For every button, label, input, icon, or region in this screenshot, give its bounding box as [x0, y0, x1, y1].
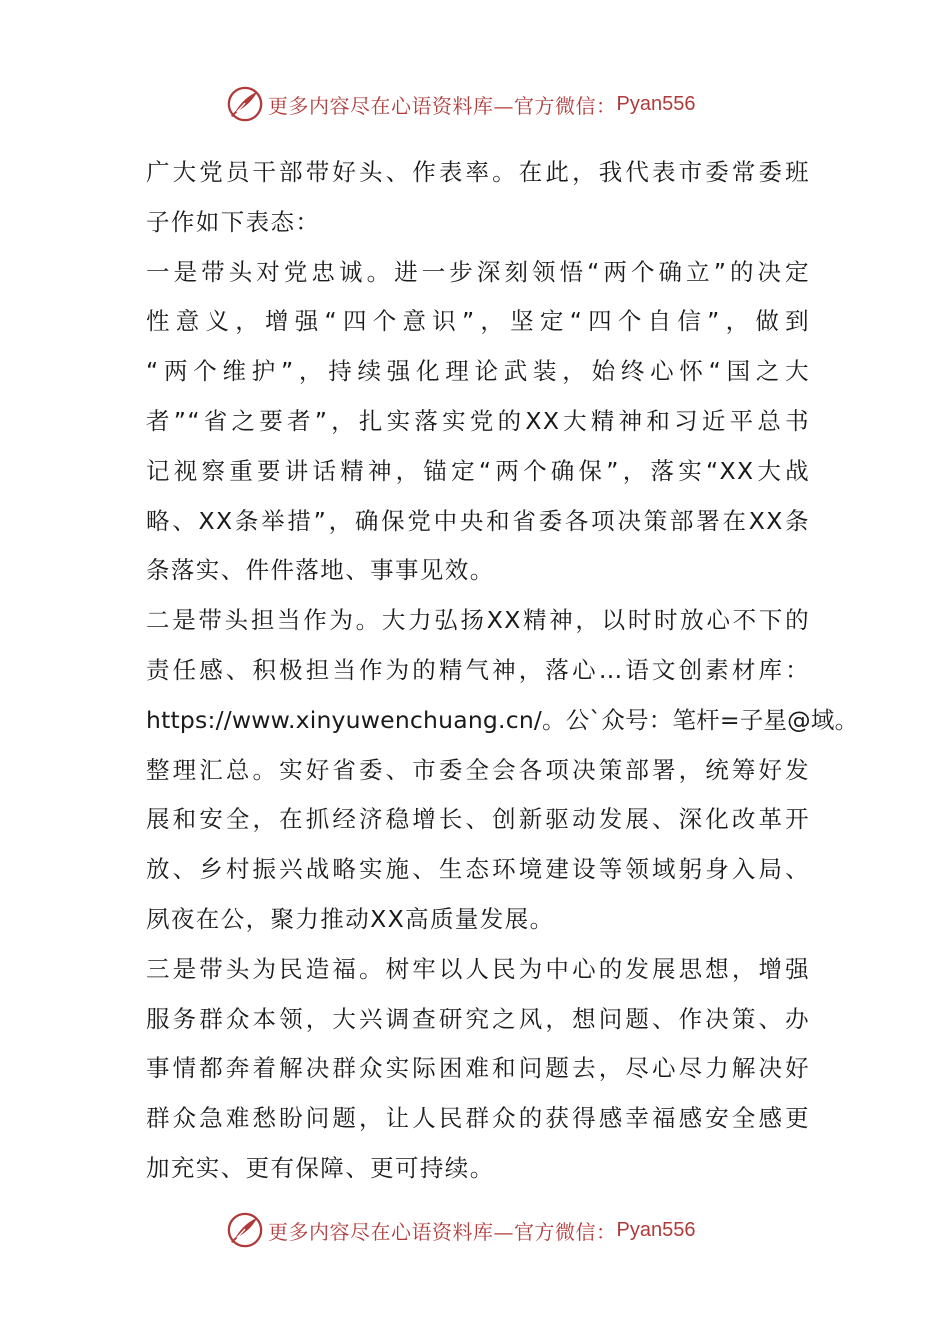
- text-line: 广大党员干部带好头、作表率。在此，我代表市委常委班: [146, 158, 810, 186]
- text-line: 服务群众本领，大兴调查研究之风，想问题、作决策、办: [146, 1004, 810, 1033]
- banner-text: 更多内容尽在心语资料库—官方微信：: [268, 1219, 617, 1244]
- wechat-id: Pyan556: [616, 92, 696, 115]
- quill-logo-icon: [226, 85, 264, 123]
- text-line: 展和安全，在抓经济稳增长、创新驱动发展、深化改革开: [146, 805, 810, 834]
- url-text-line: https://www.xinyuwenchuang.cn/。公`众号：笔杆=子星@域。: [146, 705, 859, 734]
- text-line: 一是带头对党忠诚。进一步深刻领悟“两个确立”的决定: [146, 257, 810, 286]
- header-watermark-banner: [226, 84, 746, 124]
- quill-logo-icon: [226, 1211, 264, 1249]
- text-line: 者”“省之要者”，扎实落实党的XX大精神和习近平总书: [146, 406, 810, 435]
- text-line: “两个维护”，持续强化理论武装，始终心怀“国之大: [146, 357, 810, 386]
- text-line: 性意义，增强“四个意识”，坚定“四个自信”，做到: [146, 307, 810, 336]
- body-text: [146, 148, 859, 1194]
- text-line: 子作如下表态：: [146, 207, 321, 236]
- text-line: 记视察重要讲话精神，锚定“两个确保”，落实“XX大战: [146, 456, 810, 485]
- text-line: 三是带头为民造福。树牢以人民为中心的发展思想，增强: [146, 954, 810, 983]
- text-line: 放、乡村振兴战略实施、生态环境建设等领域躬身入局、: [146, 855, 810, 884]
- text-line: 夙夜在公，聚力推动XX高质量发展。: [146, 904, 555, 933]
- text-line: 整理汇总。实好省委、市委全会各项决策部署，统筹好发: [146, 755, 810, 784]
- text-line: 群众急难愁盼问题，让人民群众的获得感幸福感安全感更: [146, 1104, 810, 1133]
- text-line: 二是带头担当作为。大力弘扬XX精神，以时时放心不下的: [146, 606, 810, 635]
- text-line: 略、XX条举措”，确保党中央和省委各项决策部署在XX条: [146, 506, 810, 535]
- text-line: 事情都奔着解决群众实际困难和问题去，尽心尽力解决好: [146, 1054, 810, 1083]
- text-line: 条落实、件件落地、事事见效。: [146, 556, 495, 585]
- text-line: 责任感、积极担当作为的精气神，落心…语文创素材库：: [146, 655, 810, 684]
- wechat-id: Pyan556: [616, 1218, 696, 1241]
- text-line: 加充实、更有保障、更可持续。: [146, 1153, 495, 1182]
- banner-text: 更多内容尽在心语资料库—官方微信：: [268, 93, 617, 118]
- footer-watermark-banner: [226, 1210, 746, 1250]
